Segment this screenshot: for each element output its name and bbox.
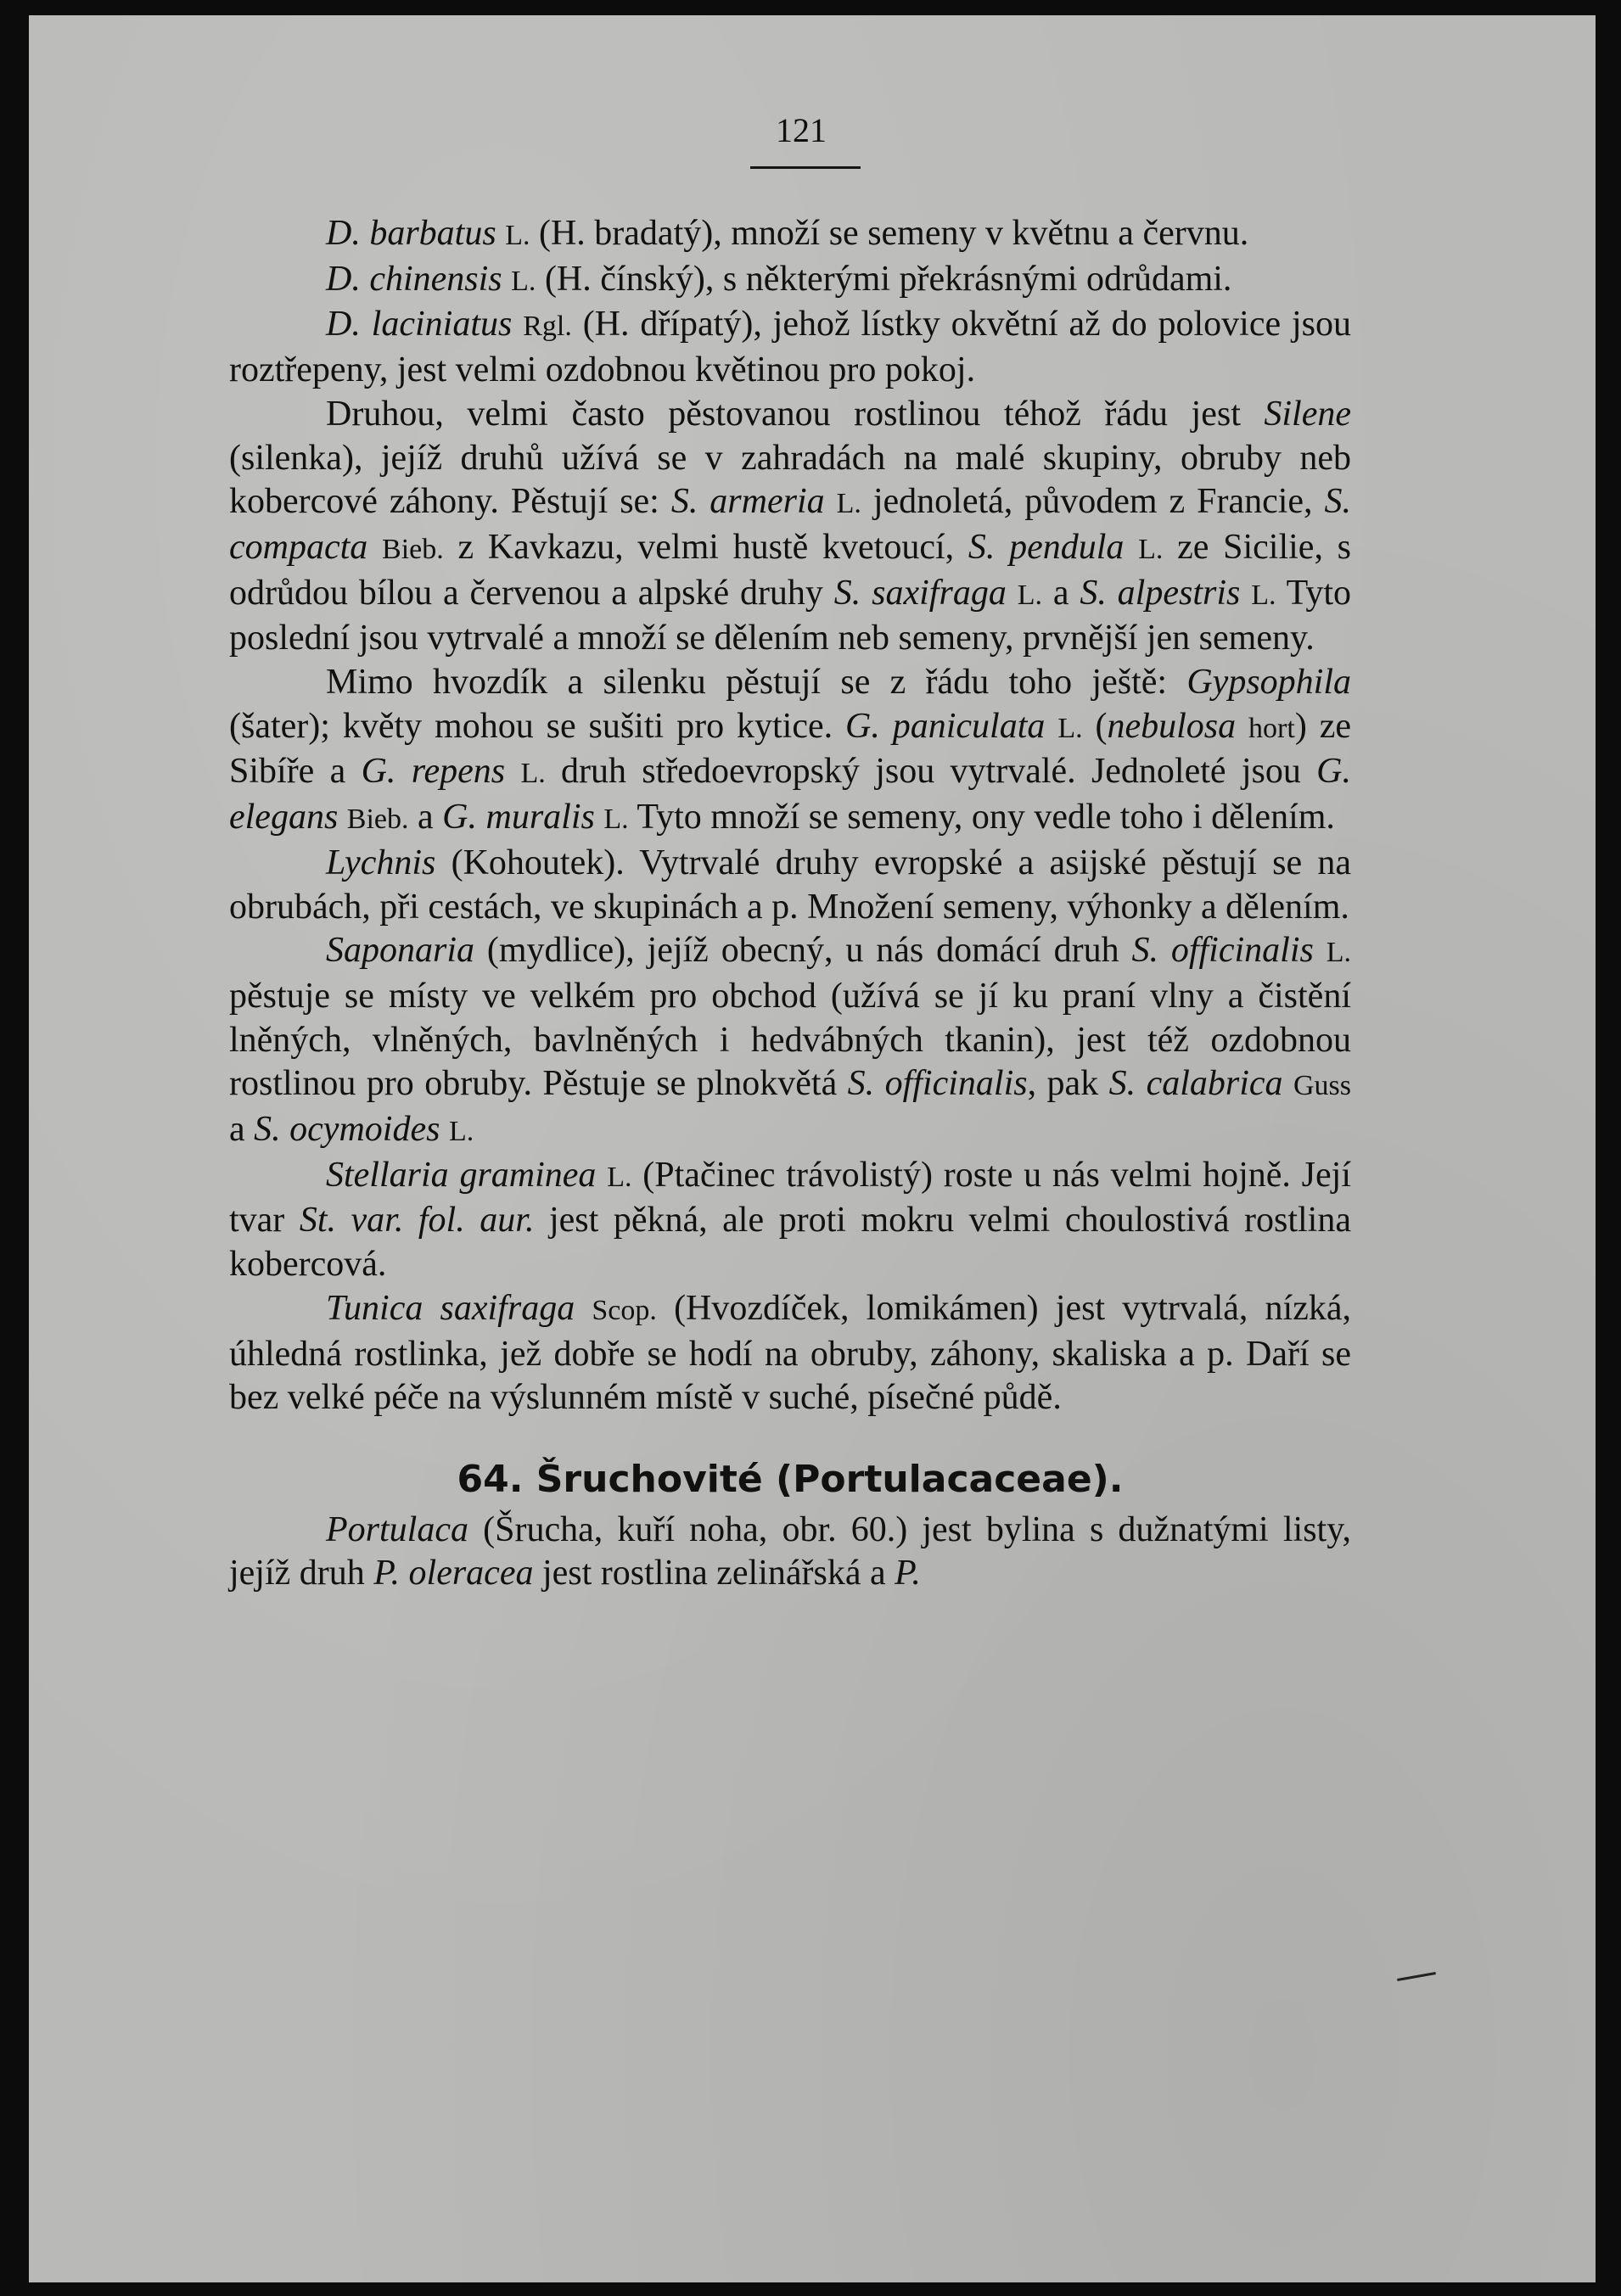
author-abbrev: L. xyxy=(505,220,530,251)
text-run: jest pěkná, ale proti mokru velmi choulostivá rostlina kobercová. xyxy=(229,1201,1351,1285)
text-run xyxy=(575,1289,592,1328)
text-run: (Šrucha, kuří noha, obr. 60.) jest bylina s dužnatými listy, jejíž druh xyxy=(229,1509,1351,1593)
paragraph-saponaria xyxy=(229,929,1351,1154)
text-run xyxy=(1007,574,1018,613)
italic-term: S. saxifraga xyxy=(833,573,1007,613)
text-run xyxy=(505,752,520,791)
text-run xyxy=(502,260,512,299)
text-run: ( xyxy=(1082,706,1108,746)
text-run: (Ptačinec trávolistý) roste u nás velmi hojně. Její tvar xyxy=(229,1155,1352,1240)
text-run: Mimo hvozdík a silenku pěstují se z řádu toho ještě: xyxy=(326,663,1187,703)
author-abbrev: L. xyxy=(511,265,536,297)
paragraph-dianthus-barbatus xyxy=(229,212,1351,258)
paragraph-dianthus-laciniatus xyxy=(229,303,1351,392)
italic-term: nebulosa xyxy=(1107,706,1237,746)
text-run: pěstuje se místy ve velkém pro obchod (užívá se jí ku praní vlny a čistění lněných, vlněných, bavlněných i hedvábných tkanin), jest též ozdobnou rostlinou pro obruby. Pěstuje se plnokvětá xyxy=(229,976,1351,1104)
italic-term: Saponaria xyxy=(326,931,475,971)
text-run: (H. bradatý), množí se semeny v květnu a červnu. xyxy=(530,214,1249,253)
paragraph-gypsophila xyxy=(229,661,1351,842)
text-run xyxy=(1283,1064,1293,1103)
text-run: jest rostlina zelinářská a xyxy=(533,1554,895,1593)
text-run: (H. čínský), s některými překrásnými odrůdami. xyxy=(536,259,1232,299)
italic-term: D. barbatus xyxy=(326,214,496,253)
page-number-rule xyxy=(750,166,861,169)
italic-term: St. var. fol. aur. xyxy=(299,1201,535,1240)
scan-mark xyxy=(1397,1972,1436,1981)
author-abbrev: L. xyxy=(520,758,546,790)
text-run: jednoletá, původem z Francie, xyxy=(861,482,1325,522)
text-run: Tyto množí se semeny, ony vedle toho i dělením. xyxy=(628,798,1335,837)
italic-term: G. paniculata xyxy=(845,706,1046,746)
paragraph-tunica xyxy=(229,1287,1351,1420)
page-number: 121 xyxy=(776,111,827,149)
text-run: (Kohoutek). Vytrvalé druhy evropské a asijské pěstují se na obrubách, při cestách, ve skupinách a p. Množení semeny, výhonky a dělením. xyxy=(229,843,1351,927)
text-run: (Hvozdíček, lomikámen) jest vytrvalá, nízká, úhledná rostlinka, jež dobře se hodí na obruby, záhony, skaliska a p. Daří se bez velké péče na výslunném místě v suché, písečné půdě. xyxy=(229,1288,1352,1418)
author-abbrev: Scop. xyxy=(592,1294,657,1326)
text-run: (šater); květy mohou se sušiti pro kytice. xyxy=(229,706,846,746)
author-abbrev: Rgl. xyxy=(523,311,572,343)
text-run: Druhou, velmi často pěstovanou rostlinou téhož řádu jest xyxy=(326,394,1265,434)
italic-term: S. compacta xyxy=(229,482,1351,567)
italic-term: P. oleracea xyxy=(373,1554,534,1593)
italic-term: D. laciniatus xyxy=(326,305,513,344)
italic-term: S. ocymoides xyxy=(254,1110,440,1150)
author-abbrev: L. xyxy=(1326,937,1352,969)
text-run: z Kavkazu, velmi hustě kvetoucí, xyxy=(443,527,968,567)
italic-term: Lychnis xyxy=(326,843,436,882)
author-abbrev: L. xyxy=(1138,533,1164,565)
text-run xyxy=(338,798,347,837)
body-text xyxy=(229,212,1351,1596)
author-abbrev: L. xyxy=(448,1116,474,1148)
italic-term: Silene xyxy=(1264,394,1351,434)
paragraph-lychnis xyxy=(229,842,1351,929)
text-run: (silenka), jejíž druhů užívá se v zahradách na malé skupiny, obruby neb kobercové záhony. Pěstují se: xyxy=(229,438,1351,522)
author-abbrev: L. xyxy=(1251,579,1276,611)
paragraph-dianthus-chinensis xyxy=(229,258,1351,304)
text-run xyxy=(496,214,506,253)
italic-term: G. muralis xyxy=(442,798,595,837)
italic-term: G. elegans xyxy=(229,752,1352,837)
text-run xyxy=(595,798,604,837)
italic-term: S. alpestris xyxy=(1080,573,1241,613)
text-run xyxy=(440,1110,449,1149)
text-run: , pak xyxy=(1027,1064,1109,1104)
italic-term: Stellaria graminea xyxy=(326,1155,597,1195)
scanned-page xyxy=(29,15,1596,2282)
text-run: ze Sicilie, s odrůdou bílou a červenou a alpské druhy xyxy=(229,527,1352,613)
italic-term: Gypsophila xyxy=(1186,663,1351,703)
text-run xyxy=(512,305,523,344)
section-heading: 64. Šruchovité (Portulacaceae). xyxy=(457,1457,1124,1501)
author-abbrev: L. xyxy=(607,1161,632,1193)
italic-term: Tunica saxifraga xyxy=(326,1288,575,1328)
author-abbrev: L. xyxy=(836,488,861,520)
paragraph-portulaca xyxy=(229,1509,1351,1596)
italic-term: S. officinalis xyxy=(1131,931,1314,971)
text-run: ) ze Sibíře a xyxy=(229,706,1351,792)
text-run xyxy=(367,528,382,567)
text-run xyxy=(1045,707,1057,746)
text-run xyxy=(1314,931,1327,970)
text-run xyxy=(596,1156,607,1195)
text-run xyxy=(1124,528,1138,567)
text-run xyxy=(1236,707,1248,746)
italic-term: S. calabrica xyxy=(1108,1064,1283,1104)
italic-term: S. armeria xyxy=(670,482,825,522)
text-run: a xyxy=(229,1110,255,1150)
italic-term: P. xyxy=(895,1554,921,1593)
text-run: a xyxy=(1041,573,1080,613)
text-run: (H. dřípatý), jehož lístky okvětní až do polovice jsou roztřepeny, jest velmi ozdobnou květinou pro pokoj. xyxy=(229,305,1351,390)
author-abbrev: L. xyxy=(1017,579,1042,611)
text-run: Tyto poslední jsou vytrvalé a množí se dělením neb semeny, prvnější jen semeny. xyxy=(229,573,1352,658)
text-run: (mydlice), jejíž obecný, u nás domácí druh xyxy=(474,931,1132,971)
text-run xyxy=(825,482,837,521)
paragraph-silene xyxy=(229,393,1351,661)
paragraph-stellaria xyxy=(229,1154,1351,1287)
text-run: druh středoevropský jsou vytrvalé. Jednoleté jsou xyxy=(545,752,1317,792)
author-abbrev: L. xyxy=(1057,712,1083,744)
text-run xyxy=(1240,574,1251,613)
author-abbrev: Bieb. xyxy=(346,804,409,836)
italic-term: G. repens xyxy=(361,752,506,792)
italic-term: Portulaca xyxy=(326,1509,468,1549)
italic-term: S. officinalis xyxy=(847,1064,1028,1104)
author-abbrev: L. xyxy=(603,804,629,836)
italic-term: D. chinensis xyxy=(326,259,502,299)
text-run: a xyxy=(408,798,443,837)
author-abbrev: hort xyxy=(1248,712,1295,744)
author-abbrev: Guss xyxy=(1293,1070,1352,1102)
author-abbrev: Bieb. xyxy=(382,533,444,565)
italic-term: S. pendula xyxy=(968,527,1125,567)
